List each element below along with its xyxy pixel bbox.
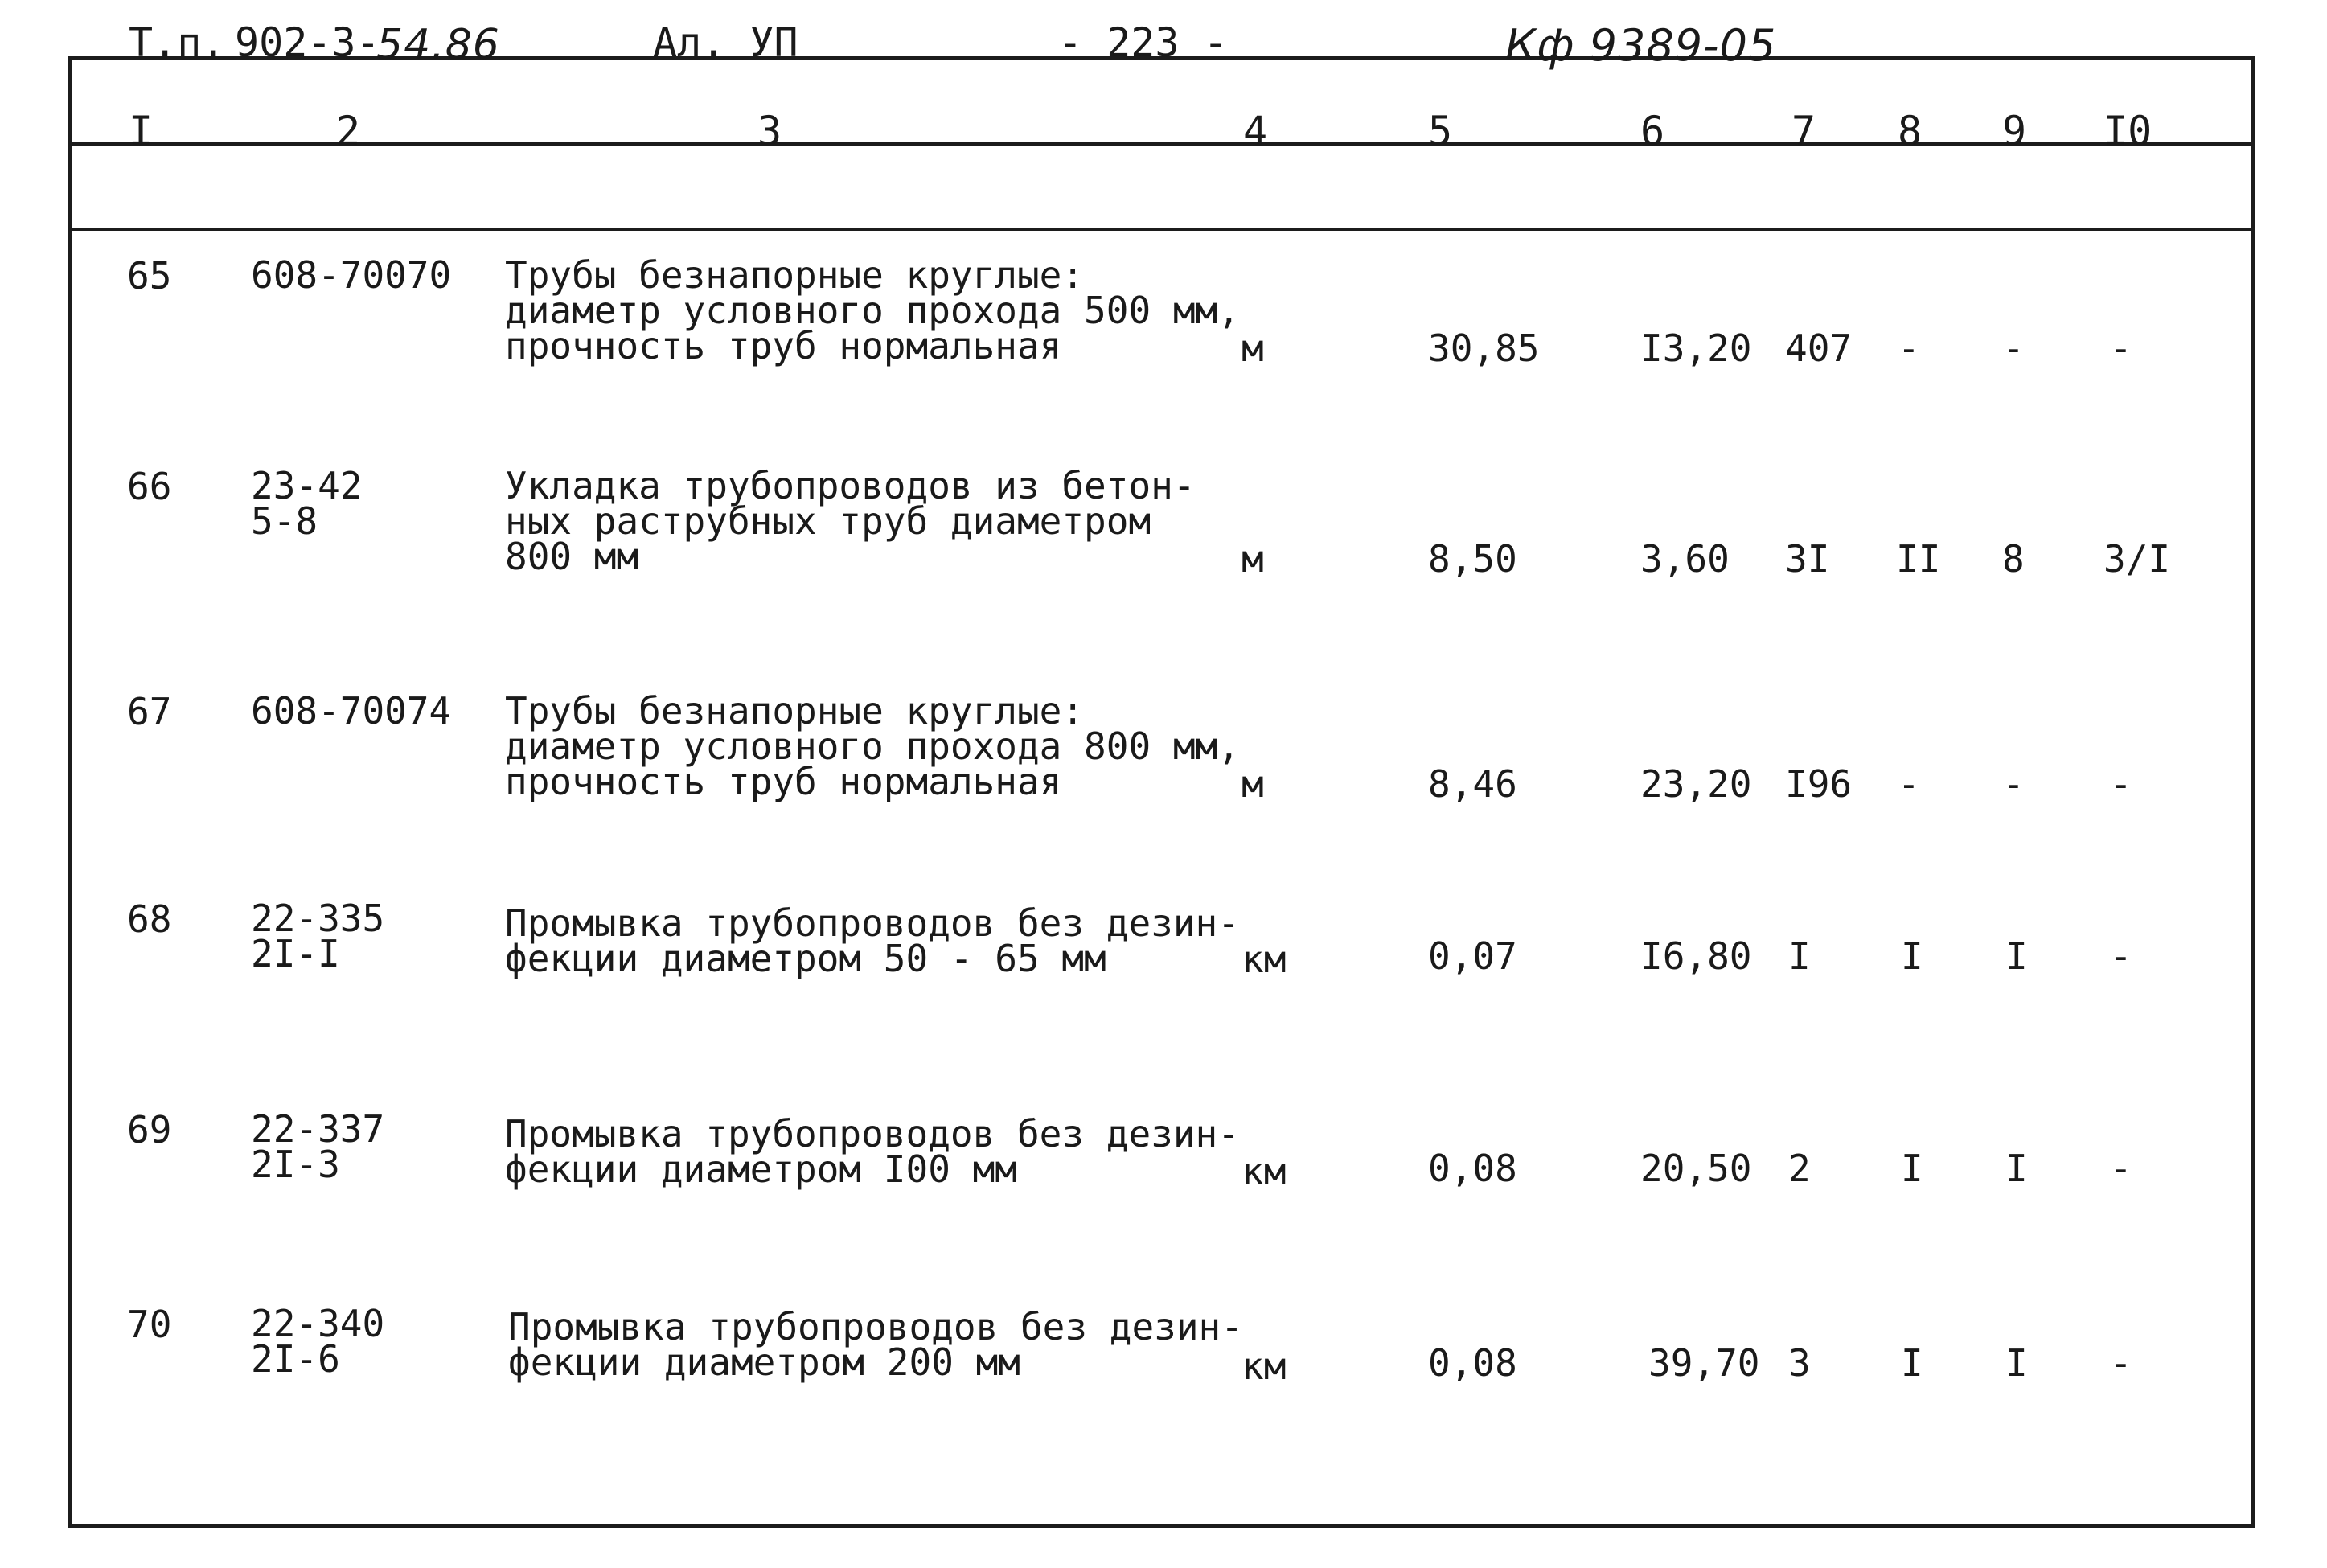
row-69-col10: - bbox=[2110, 1147, 2132, 1190]
row-68-col8: I bbox=[1901, 934, 1923, 978]
column-number-divider bbox=[72, 228, 2251, 231]
row-65-code: 608-70070 bbox=[251, 253, 452, 297]
row-65-col9: - bbox=[2002, 326, 2025, 370]
row-70-col10: - bbox=[2110, 1341, 2132, 1385]
row-67-col10: - bbox=[2110, 762, 2132, 806]
row-65-col10: - bbox=[2110, 326, 2132, 370]
row-69-col9: I bbox=[2005, 1147, 2028, 1190]
row-66-unit: м bbox=[1241, 537, 1264, 581]
row-68-description: Промывка трубопроводов без дезин- фекции диаметром 50 - 65 мм bbox=[505, 901, 1240, 980]
row-70-col9: I bbox=[2005, 1341, 2028, 1385]
row-67-code: 608-70074 bbox=[251, 689, 452, 733]
row-70-code: 22-340 2I-6 bbox=[251, 1302, 385, 1381]
row-67-col8: - bbox=[1898, 762, 1920, 806]
row-65-quantity: 30,85 bbox=[1428, 326, 1540, 370]
row-70-col7: 3 bbox=[1788, 1341, 1811, 1385]
row-68-unit: км bbox=[1241, 938, 1287, 981]
row-69-description: Промывка трубопроводов без дезин- фекции диаметром I00 мм bbox=[505, 1112, 1240, 1191]
row-67-price: 23,20 bbox=[1640, 762, 1752, 806]
row-67-col7: I96 bbox=[1785, 762, 1853, 806]
row-66-description: Укладка трубопроводов из бетон- ных раструбных труб диаметром 800 мм bbox=[505, 464, 1196, 578]
row-65-col7: 407 bbox=[1785, 326, 1853, 370]
row-70-description: Промывка трубопроводов без дезин- фекции диаметром 200 мм bbox=[508, 1305, 1243, 1384]
row-65-col8: - bbox=[1898, 326, 1920, 370]
column-number-5: 5 bbox=[1428, 108, 1453, 154]
column-number-7: 7 bbox=[1791, 108, 1816, 154]
row-67-number: 67 bbox=[127, 690, 172, 733]
row-66-col10: 3/I bbox=[2103, 537, 2171, 581]
row-69-code: 22-337 2I-3 bbox=[251, 1107, 385, 1186]
column-number-10: I0 bbox=[2103, 108, 2153, 154]
row-68-col7: I bbox=[1788, 934, 1811, 978]
row-69-col7: 2 bbox=[1788, 1147, 1811, 1190]
row-66-number: 66 bbox=[127, 465, 172, 508]
tp-handwritten-number: 54.86 bbox=[376, 21, 500, 69]
album-label: Ал. УП bbox=[653, 19, 798, 66]
row-70-number: 70 bbox=[127, 1303, 172, 1346]
page-number: - 223 - bbox=[1058, 19, 1228, 66]
row-70-quantity: 0,08 bbox=[1428, 1341, 1517, 1385]
row-65-price: I3,20 bbox=[1640, 326, 1752, 370]
column-number-1: I bbox=[129, 108, 154, 154]
row-66-price: 3,60 bbox=[1640, 537, 1730, 581]
row-69-unit: км bbox=[1241, 1150, 1287, 1193]
row-70-unit: км bbox=[1241, 1344, 1287, 1388]
row-69-col8: I bbox=[1901, 1147, 1923, 1190]
row-68-price: I6,80 bbox=[1640, 934, 1752, 978]
column-number-2: 2 bbox=[336, 108, 361, 154]
tp-number: 902-3- bbox=[235, 19, 380, 66]
row-70-col8: I bbox=[1901, 1341, 1923, 1385]
column-number-4: 4 bbox=[1243, 108, 1268, 154]
row-65-description: Трубы безнапорные круглые: диаметр условного прохода 500 мм, прочность труб нормальная bbox=[505, 253, 1240, 367]
row-66-col9: 8 bbox=[2002, 537, 2025, 581]
row-69-price: 20,50 bbox=[1640, 1147, 1752, 1190]
tp-label: Т.п. bbox=[129, 19, 226, 66]
row-70-price: 39,70 bbox=[1648, 1341, 1760, 1385]
row-67-description: Трубы безнапорные круглые: диаметр условного прохода 800 мм, прочность труб нормальная bbox=[505, 689, 1240, 803]
row-66-col7: 3I bbox=[1785, 537, 1830, 581]
row-69-number: 69 bbox=[127, 1108, 172, 1151]
row-68-col10: - bbox=[2110, 934, 2132, 978]
column-number-3: 3 bbox=[757, 108, 782, 154]
document-code: Кф 9389-05 bbox=[1505, 20, 1777, 71]
row-69-quantity: 0,08 bbox=[1428, 1147, 1517, 1190]
row-66-quantity: 8,50 bbox=[1428, 537, 1517, 581]
row-68-number: 68 bbox=[127, 897, 172, 941]
column-number-8: 8 bbox=[1898, 108, 1923, 154]
column-number-9: 9 bbox=[2002, 108, 2027, 154]
row-65-unit: м bbox=[1241, 326, 1264, 370]
row-66-col8: II bbox=[1896, 537, 1941, 581]
row-65-number: 65 bbox=[127, 254, 172, 298]
row-67-col9: - bbox=[2002, 762, 2025, 806]
row-68-quantity: 0,07 bbox=[1428, 934, 1517, 978]
row-68-col9: I bbox=[2005, 934, 2028, 978]
header-divider bbox=[72, 142, 2251, 146]
column-number-6: 6 bbox=[1640, 108, 1665, 154]
row-67-unit: м bbox=[1241, 762, 1264, 806]
row-68-code: 22-335 2I-I bbox=[251, 897, 385, 975]
row-67-quantity: 8,46 bbox=[1428, 762, 1517, 806]
row-66-code: 23-42 5-8 bbox=[251, 464, 363, 543]
